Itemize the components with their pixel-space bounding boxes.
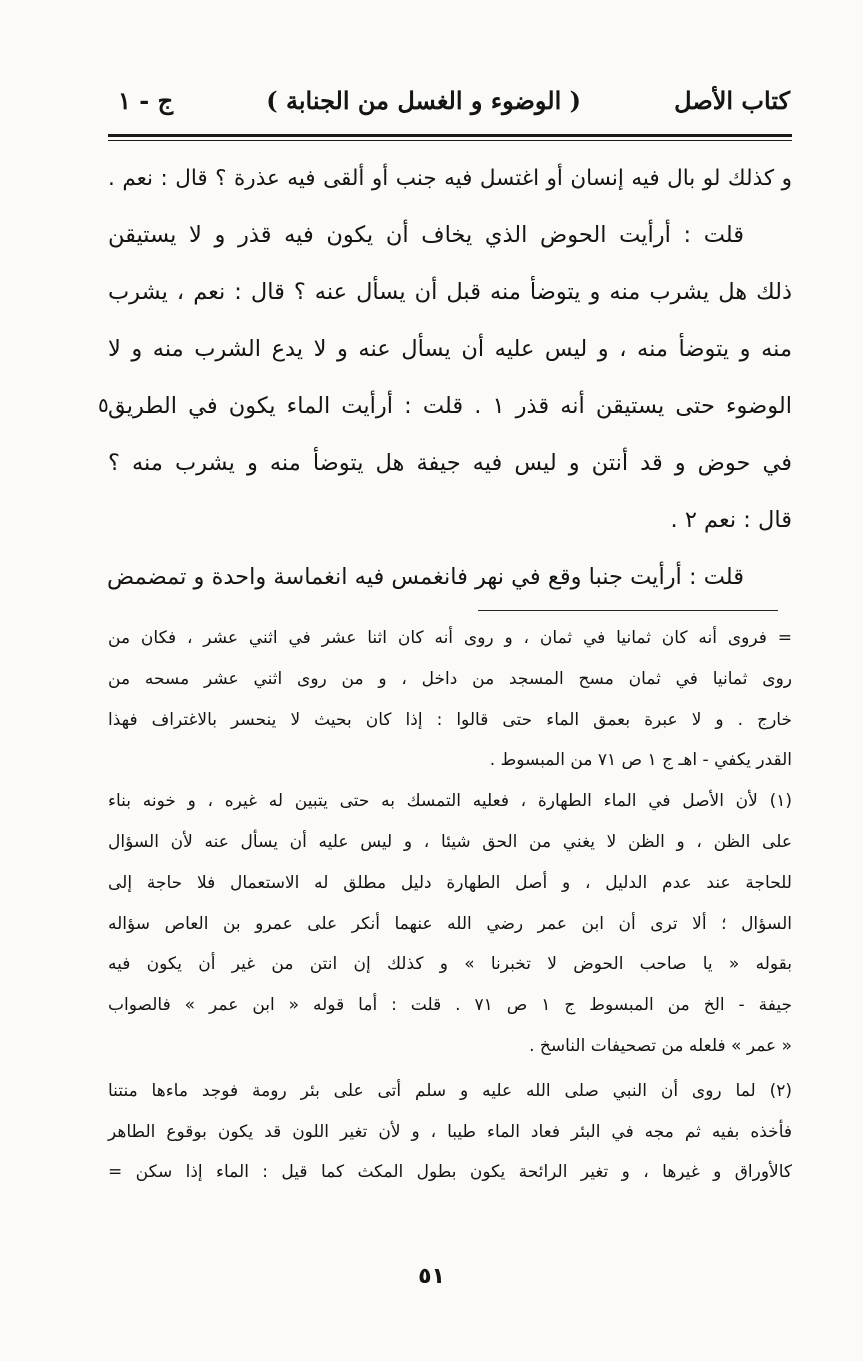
text-line: قال : نعم ٢ . [670,507,792,533]
main-text [108,150,792,606]
footnote-line: جيفة - الخ من المبسوط ج ١ ص ٧١ . قلت : أما قوله « ابن عمر » فالصواب [108,995,792,1016]
footnote-line: القدر يكفي - اهـ ج ١ ص ٧١ من المبسوط . [489,750,792,771]
page-number: ٥١ [418,1264,445,1289]
footnote-separator [478,610,778,611]
book-title: كتاب الأصل [674,85,790,115]
footnote-line: للحاجة عند عدم الدليل ، و أصل الطهارة دليل مطلق له الاستعمال فلا حاجة إلى [108,872,792,893]
header-rule-thin [108,140,792,141]
footnote-line: « عمر » فلعله من تصحيفات الناسخ . [529,1035,792,1056]
text-line: قلت : أرأيت الحوض الذي يخاف أن يكون فيه قذر و لا يستيقن [108,222,744,248]
footnote-line: (١) لأن الأصل في الماء الطهارة ، فعليه التمسك به حتى يتبين له غيره ، و خونه بناء [108,791,792,812]
text-line: في حوض و قد أنتن و ليس فيه جيفة هل يتوضأ منه و يشرب منه ؟ [108,450,792,476]
chapter-title: ( الوضوء و الغسل من الجنابة ) [266,85,581,115]
margin-line-number: ٥ [98,393,109,417]
footnote-line: فأخذه بفيه ثم مجه في البئر فعاد الماء طيبا ، و لأن تغير اللون قد يكون بوقوع الطاهر [108,1121,792,1142]
footnote-line: بقوله « يا صاحب الحوض لا تخبرنا » و كذلك إن انتن من غير أن يكون فيه [108,954,792,975]
footnote-line: = فروى أنه كان ثمانيا في ثمان ، و روى أنه كان اثنا عشر في اثني عشر ، فكان من [108,628,792,648]
running-header [118,80,790,120]
footnote-line: (٢) لما روى أن النبي صلى الله عليه و سلم أتى على بئر رومة فوجد ماءها منتنا [108,1080,792,1101]
text-line: و كذلك لو بال فيه إنسان أو اغتسل فيه جنب أو ألقى فيه عذرة ؟ قال : نعم . [108,166,792,191]
text-line: قلت : أرأيت جنبا وقع في نهر فانغمس فيه انغماسة واحدة و تمضمض [107,564,744,590]
footnote-line: على الظن ، و الظن لا يغني من الحق شيئا ، و ليس عليه أن يسأل عنه لأن السؤال [108,831,792,852]
footnote-line: خارج . و لا عبرة بعمق الماء حتى قالوا : إذا كان بحيث لا ينحسر بالاغتراف فهذا [108,709,792,730]
header-rule-thick [108,134,792,137]
volume-number: ج - ١ [118,85,174,115]
footnotes [108,618,792,1193]
text-line: ذلك هل يشرب منه و يتوضأ منه قبل أن يسأل عنه ؟ قال : نعم ، يشرب [108,279,792,305]
text-line: الوضوء حتى يستيقن أنه قذر ١ . قلت : أرأيت الماء يكون في الطريق [108,393,792,419]
footnote-line: السؤال ؛ ألا ترى أن ابن عمر رضي الله عنهما أنكر على عمرو بن العاص سؤاله [108,913,792,934]
footnote-line: روى ثمانيا في ثمان مسح المسجد من داخل ، و من روى اثني عشر مسحه من [108,668,792,689]
footnote-line: كالأوراق و غيرها ، و تغير الرائحة يكون بطول المكث كما قيل : الماء إذا سكن = [108,1162,792,1183]
text-line: منه و يتوضأ منه ، و ليس عليه أن يسأل عنه و لا يدع الشرب منه و لا [108,336,792,362]
